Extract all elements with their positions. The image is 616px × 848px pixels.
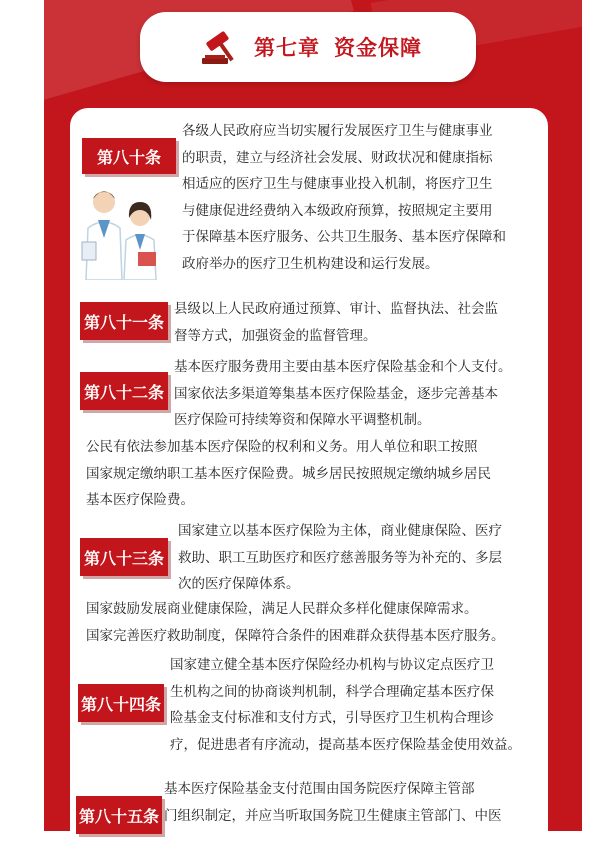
article-82-extra-text: 公民有依法参加基本医疗保险的权利和义务。用人单位和职工按照 国家规定缴纳职工基本医疗保险费。城乡居民按照规定缴纳城乡居民 基本医疗保险费。: [86, 439, 491, 509]
chapter-number: 第七章: [254, 35, 320, 60]
doctors-illustration: [76, 180, 166, 280]
article-83-extra-text: 国家鼓励发展商业健康保险，满足人民群众多样化健康保障需求。 国家完善医疗救助制度，保障符合条件的困难群众获得基本医疗服务。: [86, 601, 505, 644]
chapter-title: [254, 32, 422, 62]
article-81-text: 县级以上人民政府通过预算、审计、监督执法、社会监 督等方式，加强资金的监督管理。: [174, 301, 498, 344]
chapter-name: 资金保障: [334, 35, 422, 60]
article-80-tag: 第八十条: [82, 138, 176, 174]
gavel-icon: [194, 27, 242, 67]
article-84-tag: 第八十四条: [78, 684, 164, 722]
chapter-header: [140, 12, 476, 82]
article-80-text: 各级人民政府应当切实履行发展医疗卫生与健康事业 的职责，建立与经济社会发展、财政状况和健康指标 相适应的医疗卫生与健康事业投入机制，将医疗卫生 与健康促进经费纳入本级政府预算，按照规定主要用 于保障基本医疗服务、公共卫生服务、基本医疗保障和 政府举办的医疗卫生机构建设和运行发展。: [182, 123, 506, 272]
article-82-text: 基本医疗服务费用主要由基本医疗保险基金和个人支付。 国家依法多渠道筹集基本医疗保险基金，逐步完善基本 医疗保险可持续筹资和保障水平调整机制。: [174, 359, 512, 429]
article-85-text: 基本医疗保险基金支付范围由国务院医疗保障主管部 门组织制定，并应当听取国务院卫生健康主管部门、中医: [164, 781, 502, 824]
article-81-tag: 第八十一条: [80, 302, 168, 340]
article-82-tag: 第八十二条: [80, 372, 168, 410]
article-83-text: 国家建立以基本医疗保险为主体，商业健康保险、医疗 救助、职工互助医疗和医疗慈善服务等为补充的、多层 次的医疗保障体系。: [178, 523, 502, 593]
article-84-text: 国家建立健全基本医疗保险经办机构与协议定点医疗卫 生机构之间的协商谈判机制，科学合理确定基本医疗保 险基金支付标准和支付方式，引导医疗卫生机构合理诊 疗，促进患者有序流动，提高基本医疗保险基金使用效益。: [170, 657, 521, 753]
article-85-tag: 第八十五条: [76, 796, 162, 834]
article-83-tag: 第八十三条: [80, 538, 168, 576]
